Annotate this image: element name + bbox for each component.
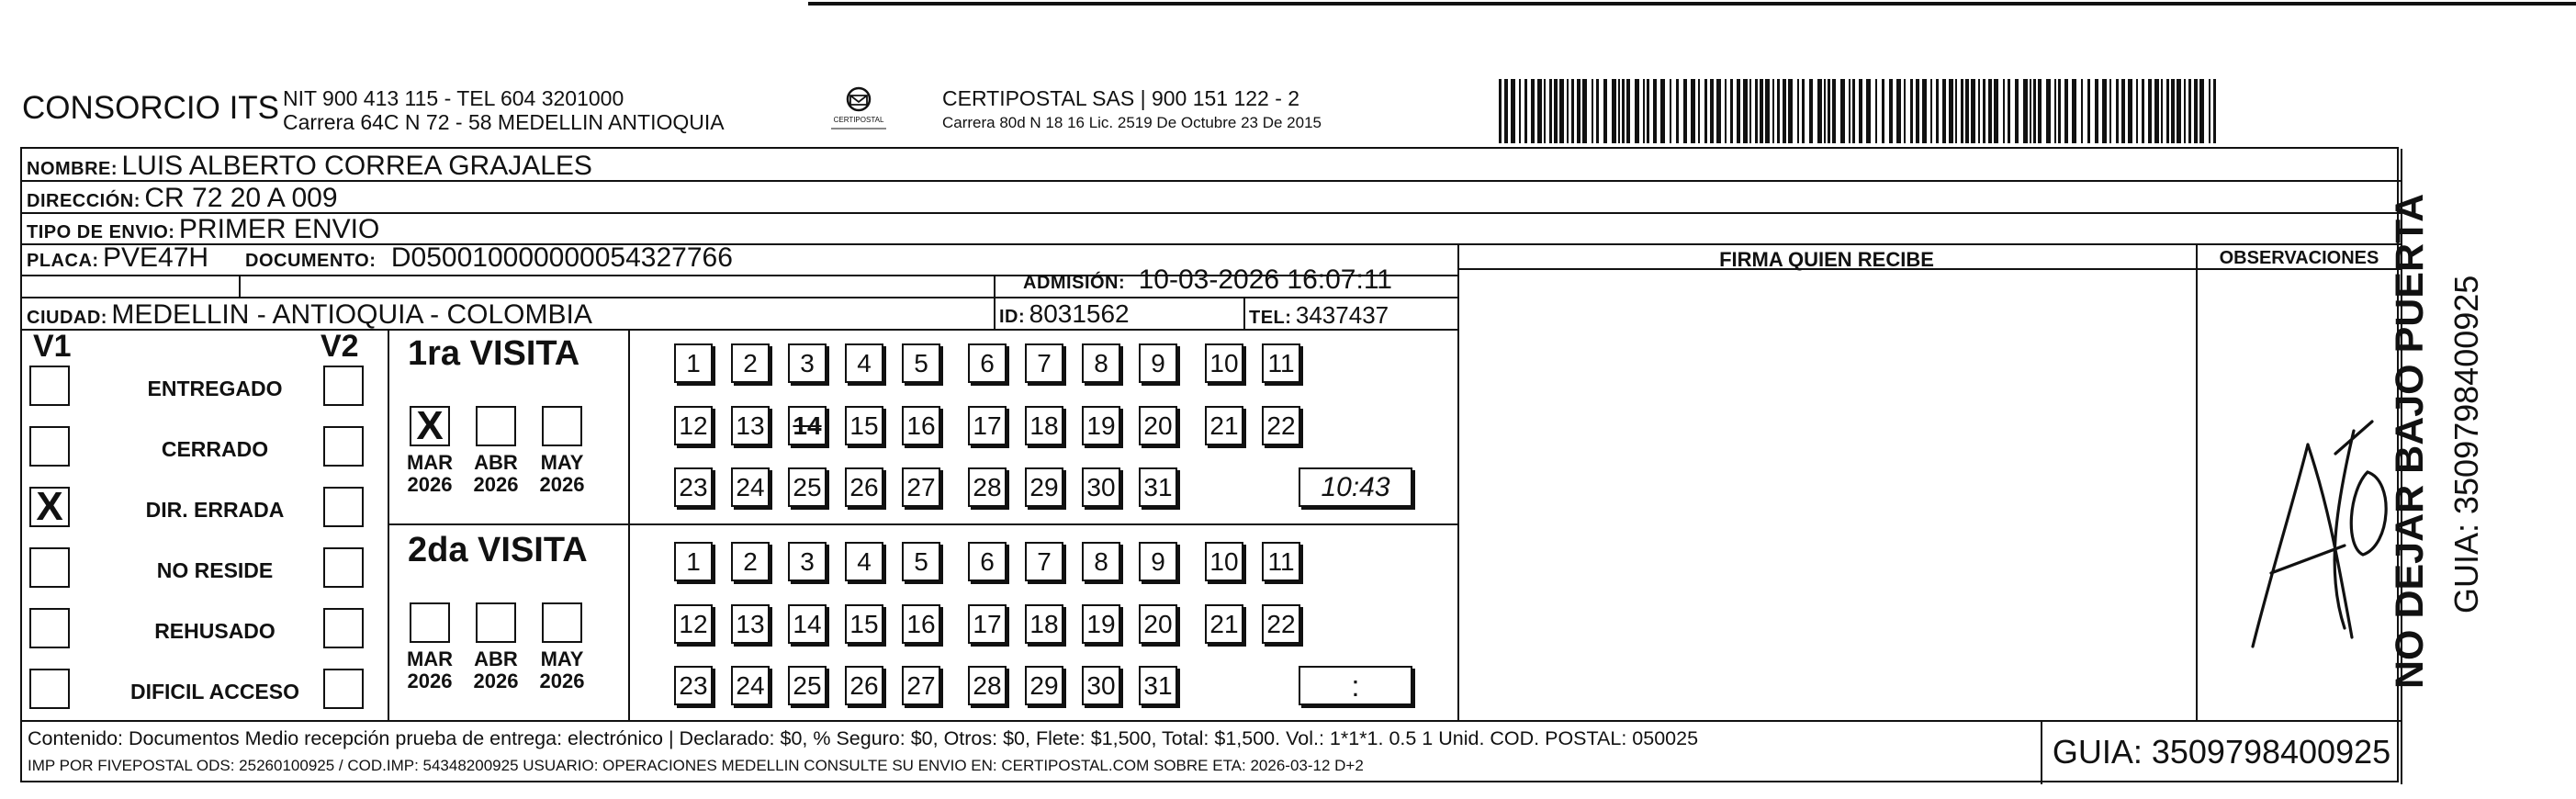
v2-checkbox[interactable] xyxy=(323,608,364,648)
barcode-bar xyxy=(1788,79,1793,143)
day-box[interactable]: 12 xyxy=(674,406,713,445)
barcode-bar xyxy=(1698,79,1700,143)
barcode-bar xyxy=(2184,79,2186,143)
barcode-bar xyxy=(2136,79,2138,143)
barcode-bar xyxy=(1772,79,1774,143)
barcode-bar xyxy=(2038,79,2042,143)
direccion-label: DIRECCIÓN: xyxy=(27,191,141,211)
barcode-bar xyxy=(2166,79,2169,143)
barcode-bar xyxy=(1549,79,1552,143)
day-box[interactable]: 3 xyxy=(788,542,827,581)
month-checkbox[interactable]: X xyxy=(410,406,450,446)
day-box[interactable]: 25 xyxy=(788,467,827,507)
v2-checkbox[interactable] xyxy=(323,426,364,467)
v2-header: V2 xyxy=(321,329,359,364)
barcode-bar xyxy=(2015,79,2019,143)
day-box[interactable]: 31 xyxy=(1139,467,1177,507)
barcode-bar xyxy=(1577,79,1580,143)
status-label: NO RESIDE xyxy=(156,558,274,582)
barcode-bar xyxy=(2213,79,2216,143)
day-box[interactable]: 4 xyxy=(845,343,883,383)
day-box[interactable]: 18 xyxy=(1025,406,1063,445)
tel-label: TEL: xyxy=(1249,308,1292,328)
v2-checkbox[interactable] xyxy=(323,547,364,588)
month-checkbox[interactable] xyxy=(542,602,582,643)
day-box[interactable]: 7 xyxy=(1025,542,1063,581)
barcode-bar xyxy=(2109,79,2111,143)
day-box[interactable]: 2 xyxy=(731,542,770,581)
v2-checkbox[interactable] xyxy=(323,366,364,406)
barcode-bar xyxy=(1730,79,1733,143)
barcode-bar xyxy=(1849,79,1850,143)
day-box[interactable]: 30 xyxy=(1082,666,1120,705)
day-box[interactable]: 16 xyxy=(902,406,940,445)
status-label: DIFICIL ACCESO xyxy=(129,680,299,703)
day-box[interactable]: 22 xyxy=(1262,604,1300,644)
month-checkbox[interactable] xyxy=(410,602,450,643)
barcode-bar xyxy=(1824,79,1826,143)
barcode-bar xyxy=(1875,79,1877,143)
day-box[interactable]: 9 xyxy=(1139,343,1177,383)
barcode-bar xyxy=(1743,79,1748,143)
barcode-bar xyxy=(1725,79,1727,143)
barcode-bar xyxy=(1612,79,1616,143)
v2-checkbox[interactable] xyxy=(323,487,364,527)
barcode-bar xyxy=(1889,79,1893,143)
company-nit-line: NIT 900 413 115 - TEL 604 3201000 xyxy=(283,86,624,110)
barcode-bar xyxy=(1988,79,1992,143)
ciudad-label: CIUDAD: xyxy=(27,308,107,328)
barcode-bar xyxy=(1840,79,1845,143)
scan-edge-line xyxy=(808,2,2576,6)
barcode-bar xyxy=(1567,79,1569,143)
barcode xyxy=(1495,79,2225,143)
day-box[interactable]: 26 xyxy=(845,666,883,705)
documento-label: DOCUMENTO: xyxy=(245,251,377,271)
month-label: MAR 2026 xyxy=(406,647,454,692)
barcode-bar xyxy=(1647,79,1649,143)
barcode-bar xyxy=(1582,79,1587,143)
barcode-bar xyxy=(2116,79,2119,143)
day-box[interactable]: 6 xyxy=(968,343,1007,383)
day-box[interactable]: 14 xyxy=(788,604,827,644)
barcode-bar xyxy=(2128,79,2132,143)
footer-content-line: Contenido: Documentos Medio recepción prueba de entrega: electrónico | Declarado: $0, % Seguro: $0, Otros: $0, Flete: $1,500, Total: $1,500. Vol.: 1*1*1. 0.5 1 Unid. COD. POSTAL: 050025 xyxy=(28,727,1699,749)
logo-caption: CERTIPOSTAL xyxy=(833,116,884,124)
barcode-bar xyxy=(1765,79,1770,143)
day-box[interactable]: 7 xyxy=(1025,343,1063,383)
barcode-bar xyxy=(2102,79,2107,143)
barcode-bar xyxy=(1524,79,1527,143)
barcode-bar xyxy=(1942,79,1946,143)
tipo-row xyxy=(27,214,379,245)
day-box[interactable]: 3 xyxy=(788,343,827,383)
day-box[interactable]: 1 xyxy=(674,542,713,581)
barcode-bar xyxy=(2046,79,2051,143)
carrier-license-line: Carrera 80d N 18 16 Lic. 2519 De Octubre 23 De 2015 xyxy=(942,114,1322,131)
direccion-row xyxy=(27,183,338,214)
barcode-bar xyxy=(1716,79,1721,143)
barcode-bar xyxy=(2194,79,2198,143)
barcode-bar xyxy=(1922,79,1927,143)
day-box[interactable]: 14 xyxy=(788,406,827,445)
admision-cell xyxy=(1023,264,1392,296)
barcode-bar xyxy=(1504,79,1508,143)
barcode-bar xyxy=(2177,79,2181,143)
barcode-bar xyxy=(1866,79,1871,143)
barcode-bar xyxy=(1537,79,1542,143)
barcode-bar xyxy=(1737,79,1740,143)
day-box[interactable]: 21 xyxy=(1205,604,1243,644)
barcode-bar xyxy=(1955,79,1957,143)
ciudad-cell xyxy=(27,299,592,331)
day-box[interactable]: 13 xyxy=(731,406,770,445)
side-guia: GUIA: 3509798400925 xyxy=(2447,275,2485,613)
v1-checkbox[interactable]: X xyxy=(29,487,70,527)
barcode-bar xyxy=(1499,79,1502,143)
status-label: CERRADO xyxy=(161,437,269,461)
month-checkbox[interactable] xyxy=(542,406,582,446)
barcode-bar xyxy=(1660,79,1665,143)
day-box[interactable]: 30 xyxy=(1082,467,1120,507)
observaciones-header: OBSERVACIONES xyxy=(2219,248,2379,268)
barcode-bar xyxy=(1626,79,1630,143)
day-box[interactable]: 28 xyxy=(968,467,1007,507)
barcode-bar xyxy=(2199,79,2204,143)
barcode-bar xyxy=(1670,79,1671,143)
barcode-bar xyxy=(1603,79,1607,143)
day-box[interactable]: 29 xyxy=(1025,666,1063,705)
status-label: REHUSADO xyxy=(154,619,276,643)
day-box[interactable]: 24 xyxy=(731,666,770,705)
day-box[interactable]: 16 xyxy=(902,604,940,644)
v2-checkbox[interactable] xyxy=(323,669,364,709)
placa-cell xyxy=(27,242,208,274)
barcode-bar xyxy=(1596,79,1599,143)
handwritten-observation xyxy=(2198,270,2401,720)
v1-header: V1 xyxy=(33,329,72,364)
day-box[interactable]: 9 xyxy=(1139,542,1177,581)
day-box[interactable]: 10 xyxy=(1205,542,1243,581)
second-visit-title: 2da VISITA xyxy=(408,531,588,569)
barcode-bar xyxy=(1592,79,1593,143)
tel-value: 3437437 xyxy=(1295,301,1389,329)
day-box[interactable]: 11 xyxy=(1262,343,1300,383)
barcode-bar xyxy=(1832,79,1836,143)
day-box[interactable]: 23 xyxy=(674,666,713,705)
documento-cell xyxy=(245,242,733,274)
delivery-card xyxy=(20,147,2399,782)
barcode-bar xyxy=(1710,79,1714,143)
barcode-bar xyxy=(2023,79,2028,143)
day-box[interactable]: 8 xyxy=(1082,542,1120,581)
day-box[interactable]: 20 xyxy=(1139,604,1177,644)
day-box[interactable]: 25 xyxy=(788,666,827,705)
day-box[interactable]: 21 xyxy=(1205,406,1243,445)
barcode-bar xyxy=(1783,79,1786,143)
footer-print-line: IMP POR FIVEPOSTAL ODS: 25260100925 / COD.IMP: 54348200925 USUARIO: OPERACIONES MEDELLIN CONSULTE SU ENVIO EN: CERTIPOSTAL.COM SOBRE ETA: 2026-03-12 D+2 xyxy=(28,757,1364,774)
barcode-bar xyxy=(1749,79,1751,143)
id-cell xyxy=(999,299,1130,329)
footer-guia: GUIA: 3509798400925 xyxy=(2052,733,2391,771)
barcode-bar xyxy=(1622,79,1625,143)
barcode-bar xyxy=(1618,79,1620,143)
barcode-bar xyxy=(2033,79,2036,143)
barcode-bar xyxy=(1949,79,1953,143)
day-box[interactable]: 4 xyxy=(845,542,883,581)
barcode-bar xyxy=(1978,79,1980,143)
barcode-bar xyxy=(1961,79,1963,143)
barcode-bar xyxy=(1965,79,1969,143)
day-box[interactable]: 5 xyxy=(902,343,940,383)
admision-value: 10-03-2026 16:07:11 xyxy=(1138,264,1392,295)
barcode-bar xyxy=(1797,79,1799,143)
id-label: ID: xyxy=(999,307,1026,327)
barcode-bar xyxy=(1777,79,1780,143)
status-label: ENTREGADO xyxy=(147,377,283,400)
barcode-bar xyxy=(2030,79,2031,143)
placa-label: PLACA: xyxy=(27,251,99,271)
barcode-bar xyxy=(2121,79,2125,143)
day-box[interactable]: 18 xyxy=(1025,604,1063,644)
day-box[interactable]: 17 xyxy=(968,604,1007,644)
first-visit-title: 1ra VISITA xyxy=(408,334,580,373)
day-box[interactable]: 6 xyxy=(968,542,1007,581)
day-box[interactable]: 8 xyxy=(1082,343,1120,383)
month-label: ABR 2026 xyxy=(473,647,519,692)
id-value: 8031562 xyxy=(1029,299,1130,328)
barcode-bar xyxy=(1683,79,1687,143)
tipo-label: TIPO DE ENVIO: xyxy=(27,222,175,242)
day-box[interactable]: 11 xyxy=(1262,542,1300,581)
barcode-bar xyxy=(1916,79,1919,143)
month-label: MAY 2026 xyxy=(539,451,585,496)
barcode-bar xyxy=(1930,79,1932,143)
barcode-bar xyxy=(2188,79,2191,143)
barcode-bar xyxy=(2058,79,2061,143)
day-box[interactable]: 19 xyxy=(1082,406,1120,445)
month-label: MAY 2026 xyxy=(539,647,585,692)
firma-header: FIRMA QUIEN RECIBE xyxy=(1719,248,1934,271)
company-name: CONSORCIO ITS xyxy=(22,90,280,126)
side-note: NO DEJAR BAJO PUERTA xyxy=(2388,193,2432,689)
barcode-bar xyxy=(2054,79,2056,143)
barcode-bar xyxy=(1994,79,1998,143)
barcode-bar xyxy=(1643,79,1645,143)
barcode-bar xyxy=(2064,79,2068,143)
month-checkbox[interactable] xyxy=(476,602,516,643)
barcode-bar xyxy=(1704,79,1707,143)
day-box[interactable]: 10 xyxy=(1205,343,1243,383)
day-box[interactable]: 15 xyxy=(845,604,883,644)
day-box[interactable]: 20 xyxy=(1139,406,1177,445)
documento-value: D050010000000054327766 xyxy=(390,242,733,273)
carrier-name-line: CERTIPOSTAL SAS | 900 151 122 - 2 xyxy=(942,86,1300,110)
barcode-bar xyxy=(2148,79,2152,143)
v1-checkbox[interactable] xyxy=(29,547,70,588)
day-box[interactable]: 13 xyxy=(731,604,770,644)
day-box[interactable]: 2 xyxy=(731,343,770,383)
v1-checkbox[interactable] xyxy=(29,608,70,648)
signature-area[interactable] xyxy=(1459,270,2194,720)
barcode-bar xyxy=(1519,79,1521,143)
day-box[interactable]: 5 xyxy=(902,542,940,581)
month-label: MAR 2026 xyxy=(406,451,454,496)
barcode-bar xyxy=(2081,79,2083,143)
barcode-bar xyxy=(1896,79,1901,143)
day-box[interactable]: 15 xyxy=(845,406,883,445)
barcode-bar xyxy=(2087,79,2090,143)
barcode-bar xyxy=(1983,79,1985,143)
nombre-label: NOMBRE: xyxy=(27,159,118,179)
barcode-bar xyxy=(2095,79,2098,143)
handwriting-signature-icon xyxy=(2198,270,2401,720)
barcode-bar xyxy=(1635,79,1639,143)
v1-checkbox[interactable] xyxy=(29,426,70,467)
barcode-bar xyxy=(1691,79,1695,143)
barcode-bar xyxy=(2161,79,2163,143)
status-label: DIR. ERRADA xyxy=(145,498,285,522)
day-box[interactable]: 24 xyxy=(731,467,770,507)
barcode-bar xyxy=(1859,79,1862,143)
day-box[interactable]: 19 xyxy=(1082,604,1120,644)
day-box[interactable]: 26 xyxy=(845,467,883,507)
nombre-value: LUIS ALBERTO CORREA GRAJALES xyxy=(121,151,592,181)
barcode-bar xyxy=(2209,79,2210,143)
day-box[interactable]: 27 xyxy=(902,467,940,507)
day-box[interactable]: 17 xyxy=(968,406,1007,445)
barcode-bar xyxy=(1882,79,1884,143)
month-label: ABR 2026 xyxy=(473,451,519,496)
barcode-bar xyxy=(2142,79,2144,143)
month-checkbox[interactable] xyxy=(476,406,516,446)
barcode-bar xyxy=(1760,79,1763,143)
day-box[interactable]: 29 xyxy=(1025,467,1063,507)
time-box[interactable]: : xyxy=(1299,666,1412,705)
day-box[interactable]: 31 xyxy=(1139,666,1177,705)
barcode-bar xyxy=(2008,79,2010,143)
barcode-bar xyxy=(1755,79,1758,143)
barcode-bar xyxy=(1531,79,1535,143)
barcode-bar xyxy=(1676,79,1679,143)
barcode-bar xyxy=(1802,79,1805,143)
direccion-value: CR 72 20 A 009 xyxy=(144,183,338,213)
time-box[interactable]: 10:43 xyxy=(1299,467,1412,507)
ciudad-value: MEDELLIN - ANTIOQUIA - COLOMBIA xyxy=(111,299,592,330)
day-box[interactable]: 22 xyxy=(1262,406,1300,445)
barcode-bar xyxy=(1817,79,1822,143)
certipostal-logo xyxy=(822,84,895,136)
day-box[interactable]: 1 xyxy=(674,343,713,383)
envelope-seal-icon xyxy=(822,84,895,136)
barcode-bar xyxy=(1571,79,1574,143)
day-box[interactable]: 28 xyxy=(968,666,1007,705)
barcode-bar xyxy=(2154,79,2159,143)
barcode-bar xyxy=(2003,79,2005,143)
barcode-bar xyxy=(1852,79,1855,143)
placa-value: PVE47H xyxy=(103,242,209,273)
barcode-bar xyxy=(2171,79,2175,143)
nombre-row xyxy=(27,151,592,182)
day-box[interactable]: 27 xyxy=(902,666,940,705)
v1-checkbox[interactable] xyxy=(29,669,70,709)
barcode-bar xyxy=(1544,79,1546,143)
barcode-bar xyxy=(2072,79,2076,143)
barcode-bar xyxy=(1936,79,1939,143)
barcode-bar xyxy=(1809,79,1813,143)
company-address-line: Carrera 64C N 72 - 58 MEDELLIN ANTIOQUIA xyxy=(283,110,725,134)
barcode-bar xyxy=(1653,79,1657,143)
tipo-value: PRIMER ENVIO xyxy=(178,214,380,244)
v1-checkbox[interactable] xyxy=(29,366,70,406)
day-box[interactable]: 23 xyxy=(674,467,713,507)
barcode-bar xyxy=(1828,79,1830,143)
barcode-bar xyxy=(1559,79,1564,143)
barcode-bar xyxy=(1511,79,1515,143)
barcode-bar xyxy=(1971,79,1975,143)
barcode-bar xyxy=(1904,79,1906,143)
barcode-bar xyxy=(1910,79,1913,143)
tel-cell xyxy=(1249,301,1389,330)
day-box[interactable]: 12 xyxy=(674,604,713,644)
barcode-bar xyxy=(1554,79,1558,143)
admision-label: ADMISIÓN: xyxy=(1023,273,1126,293)
